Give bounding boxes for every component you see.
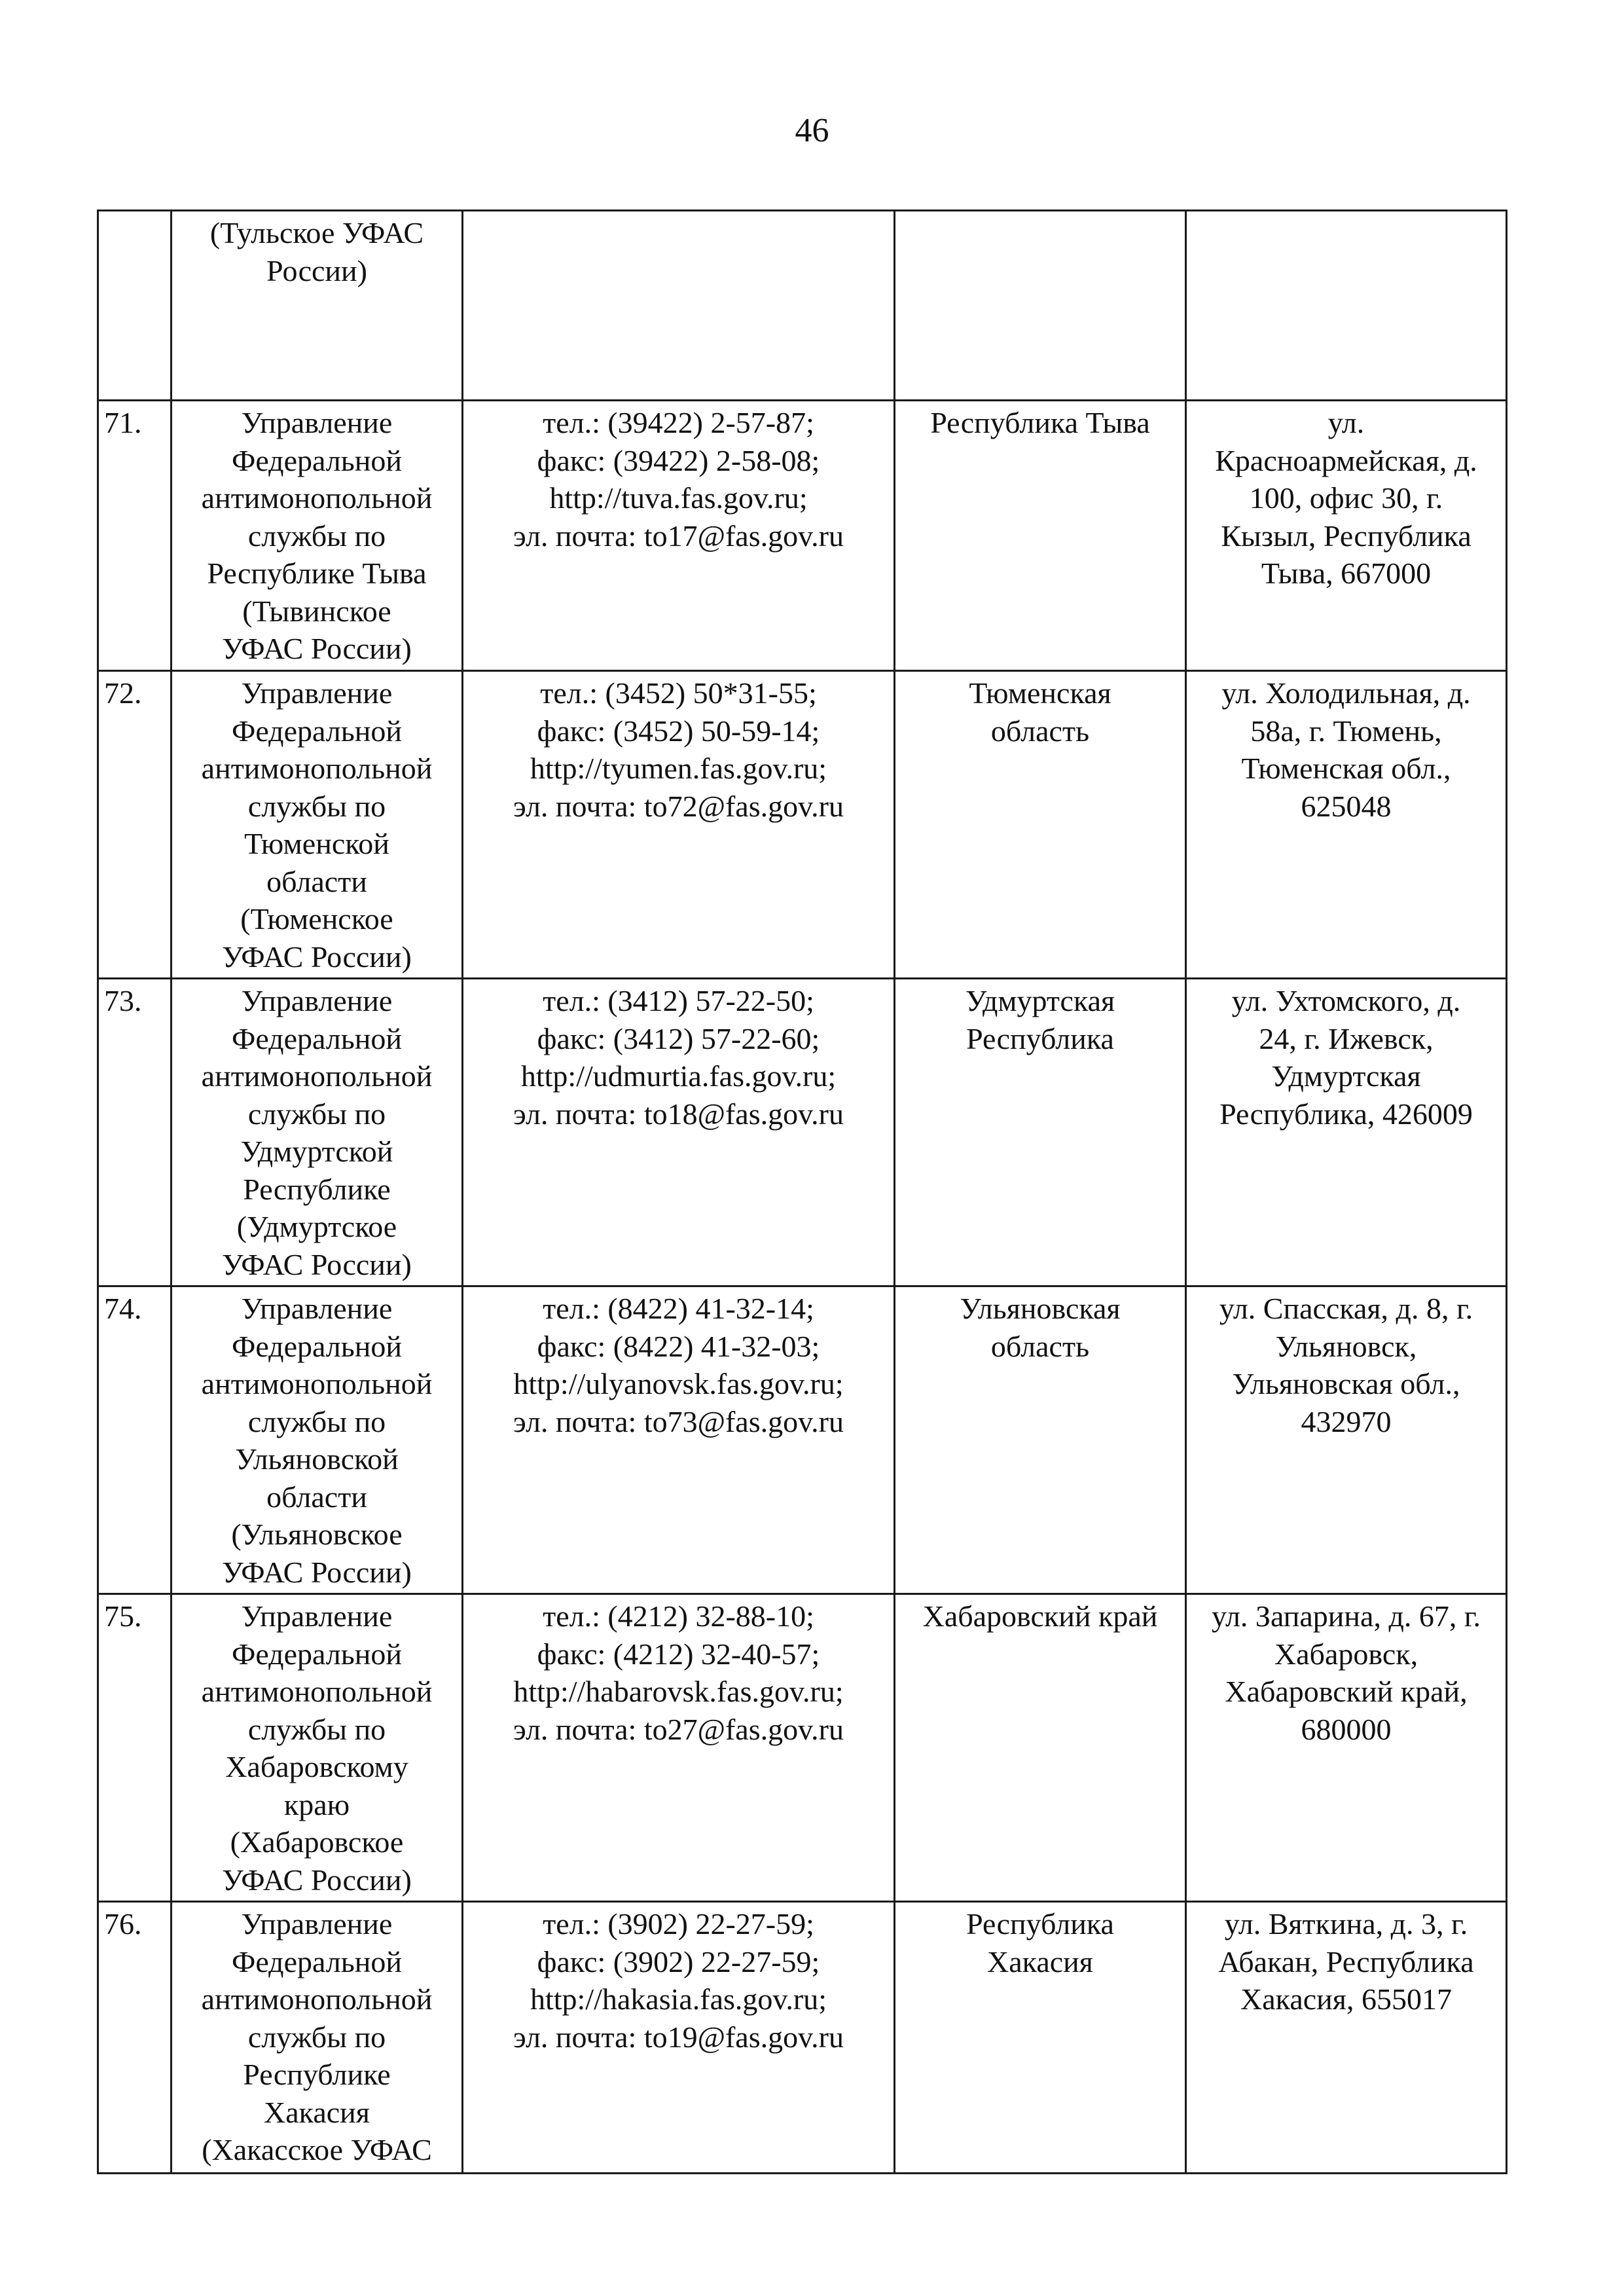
table-row: [98, 1286, 1507, 1594]
row-number: 73.: [98, 979, 171, 1286]
office-name: Управление Федеральной антимонопольной службы по Хабаровскому краю (Хабаровское УФАС России): [171, 1594, 463, 1902]
row-number: 75.: [98, 1594, 171, 1902]
office-contacts: тел.: (8422) 41-32-14; факс: (8422) 41-32-03; http://ulyanovsk.fas.gov.ru; эл. почта: to73@fas.gov.ru: [463, 1286, 895, 1594]
office-name: Управление Федеральной антимонопольной службы по Удмуртской Республике (Удмуртское УФАС России): [171, 979, 463, 1286]
table-row: [98, 671, 1507, 979]
office-address: ул. Спасская, д. 8, г. Ульяновск, Ульяновская обл., 432970: [1186, 1286, 1507, 1594]
office-address: ул. Запарина, д. 67, г. Хабаровск, Хабаровский край, 680000: [1186, 1594, 1507, 1902]
page-number: 46: [795, 112, 829, 149]
table-row: [98, 1594, 1507, 1902]
office-address: ул. Красноармейская, д. 100, офис 30, г. Кызыл, Республика Тыва, 667000: [1186, 401, 1507, 671]
office-contacts: тел.: (39422) 2-57-87; факс: (39422) 2-58-08; http://tuva.fas.gov.ru; эл. почта: to17@fas.gov.ru: [463, 401, 895, 671]
office-contacts: тел.: (4212) 32-88-10; факс: (4212) 32-40-57; http://habarovsk.fas.gov.ru; эл. почта: to27@fas.gov.ru: [463, 1594, 895, 1902]
row-number: 76.: [98, 1902, 171, 2174]
office-address: ул. Холодильная, д. 58а, г. Тюмень, Тюменская обл., 625048: [1186, 671, 1507, 979]
office-region: [895, 211, 1186, 401]
office-name: Управление Федеральной антимонопольной службы по Республике Хакасия (Хакасское УФАС: [171, 1902, 463, 2174]
office-region: Тюменская область: [895, 671, 1186, 979]
office-contacts: тел.: (3452) 50*31-55; факс: (3452) 50-59-14; http://tyumen.fas.gov.ru; эл. почта: to72@fas.gov.ru: [463, 671, 895, 979]
row-number: 71.: [98, 401, 171, 671]
office-contacts: тел.: (3902) 22-27-59; факс: (3902) 22-27-59; http://hakasia.fas.gov.ru; эл. почта: to19@fas.gov.ru: [463, 1902, 895, 2174]
fas-offices-table: [97, 210, 1507, 2174]
office-region: Удмуртская Республика: [895, 979, 1186, 1286]
row-number: [98, 211, 171, 401]
office-name: (Тульское УФАС России): [171, 211, 463, 401]
office-name: Управление Федеральной антимонопольной службы по Ульяновской области (Ульяновское УФАС России): [171, 1286, 463, 1594]
office-region: Ульяновская область: [895, 1286, 1186, 1594]
office-region: Хабаровский край: [895, 1594, 1186, 1902]
table-row-continuation: [98, 211, 1507, 401]
office-region: Республика Хакасия: [895, 1902, 1186, 2174]
office-contacts: [463, 211, 895, 401]
row-number: 72.: [98, 671, 171, 979]
table-row: [98, 1902, 1507, 2174]
office-address: [1186, 211, 1507, 401]
office-region: Республика Тыва: [895, 401, 1186, 671]
office-name: Управление Федеральной антимонопольной службы по Тюменской области (Тюменское УФАС России): [171, 671, 463, 979]
table-row: [98, 979, 1507, 1286]
office-contacts: тел.: (3412) 57-22-50; факс: (3412) 57-22-60; http://udmurtia.fas.gov.ru; эл. почта: to18@fas.gov.ru: [463, 979, 895, 1286]
office-name: Управление Федеральной антимонопольной службы по Республике Тыва (Тывинское УФАС России): [171, 401, 463, 671]
office-address: ул. Ухтомского, д. 24, г. Ижевск, Удмуртская Республика, 426009: [1186, 979, 1507, 1286]
row-number: 74.: [98, 1286, 171, 1594]
table-row: [98, 401, 1507, 671]
office-address: ул. Вяткина, д. 3, г. Абакан, Республика Хакасия, 655017: [1186, 1902, 1507, 2174]
